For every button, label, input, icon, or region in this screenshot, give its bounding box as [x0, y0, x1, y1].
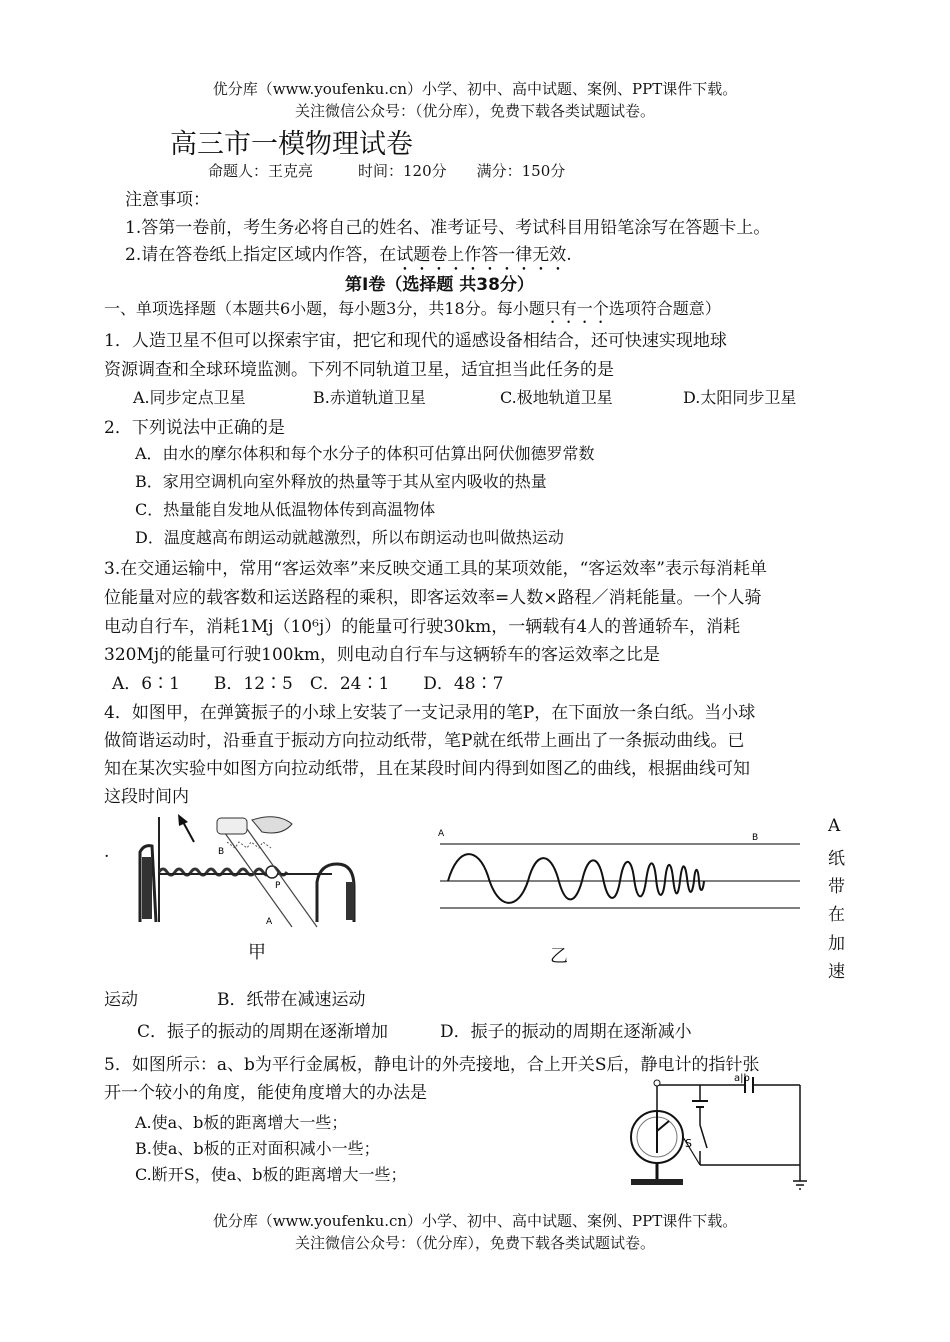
notice-2-c: .: [566, 245, 572, 265]
q1-option-c: C.极地轨道卫星: [500, 388, 613, 407]
q4-lead-dot: .: [104, 842, 110, 862]
q5-stem-1: 5．如图所示：a、b为平行金属板，静电计的外壳接地，合上开关S后，静电计的指针张: [104, 1055, 760, 1075]
q3-stem-1: 3.在交通运输中，常用“客运效率”来反映交通工具的某项效能，“客运效率”表示每消耗单: [104, 559, 767, 579]
q3-stem-4: 320Mj的能量可行驶100km，则电动自行车与这辆轿车的客运效率之比是: [104, 645, 660, 665]
q3-stem-2: 位能量对应的载客数和运送路程的乘积，即客运效率=人数×路程／消耗能量。一个人骑: [104, 588, 762, 608]
q1-stem-2: 资源调查和全球环境监测。下列不同轨道卫星，适宜担当此任务的是: [104, 360, 614, 380]
figure-electroscope-circuit: [625, 1073, 815, 1198]
q2-stem: 2．下列说法中正确的是: [104, 418, 285, 438]
part1-heading: [104, 296, 721, 327]
section-title: 第Ⅰ卷（选择题 共38分）: [345, 275, 534, 295]
q4-option-c: C．振子的振动的周期在逐渐增加: [137, 1022, 389, 1042]
fig-yi-a-label: A: [438, 829, 445, 839]
q2-option-b: B．家用空调机向室外释放的热量等于其从室内吸收的热量: [135, 472, 547, 491]
q4-stem-3: 知在某次实验中如图方向拉动纸带，且在某段时间内得到如图乙的曲线，根据曲线可知: [104, 759, 750, 779]
notice-2-emph: 试题卷上作答一律无效: [396, 245, 567, 265]
notice-1: 1.答第一卷前，考生务必将自己的姓名、准考证号、考试科目用铅笔涂写在答题卡上。: [125, 218, 771, 238]
q4-option-a-char-1: 纸: [828, 849, 845, 869]
figure-jia: [132, 812, 372, 932]
figure-yi-caption: 乙: [550, 946, 568, 967]
q2-option-d: D．温度越高布朗运动就越激烈，所以布朗运动也叫做热运动: [135, 528, 564, 547]
figure-jia-caption: 甲: [248, 942, 266, 963]
q4-option-d: D．振子的振动的周期在逐渐减小: [440, 1022, 692, 1042]
q5-option-c: C.断开S，使a、b板的距离增大一些；: [135, 1165, 407, 1184]
vibration-curve: [448, 854, 704, 903]
notice-heading: 注意事项：: [125, 190, 210, 210]
fig-yi-b-label: B: [752, 833, 759, 843]
q4-option-a-char-5: 速: [828, 962, 845, 982]
q1-option-a: A.同步定点卫星: [133, 388, 246, 407]
q1-option-b: B.赤道轨道卫星: [313, 388, 426, 407]
q2-option-c: C．热量能自发地从低温物体传到高温物体: [135, 500, 436, 519]
q4-option-a-tail: 运动: [104, 990, 138, 1010]
q2-option-a: A．由水的摩尔体积和每个水分子的体积可估算出阿伏伽德罗常数: [135, 444, 595, 463]
q1-option-d: D.太阳同步卫星: [683, 388, 797, 407]
fig-jia-b-label: B: [218, 847, 225, 857]
q4-option-a-char-2: 带: [828, 877, 845, 897]
fig-s-label: S: [685, 1137, 692, 1150]
q3-options: A．6∶1 B．12∶5 C．24∶1 D．48∶7: [112, 674, 504, 694]
figure-yi: [438, 826, 808, 918]
q4-stem-4: 这段时间内: [104, 787, 189, 807]
header-line-2: 关注微信公众号：（优分库），免费下载各类试题试卷。: [294, 102, 655, 120]
header-line-1: 优分库（www.youfenku.cn）小学、初中、高中试题、案例、PPT课件下载。: [212, 80, 738, 98]
part1-emph: 只有一个: [544, 299, 609, 318]
q4-option-a-char-3: 在: [828, 905, 845, 925]
q4-option-a-char-4: 加: [828, 934, 845, 954]
q4-option-b: B．纸带在减速运动: [217, 990, 366, 1010]
fig-jia-p-label: P: [275, 881, 281, 891]
fig-ab-label: a|b: [734, 1073, 750, 1084]
q1-stem-1: 1．人造卫星不但可以探索宇宙，把它和现代的遥感设备相结合，还可快速实现地球: [104, 331, 727, 351]
q4-stem-1: 4．如图甲，在弹簧振子的小球上安装了一支记录用的笔P，在下面放一条白纸。当小球: [104, 703, 756, 723]
footer-line-1: 优分库（www.youfenku.cn）小学、初中、高中试题、案例、PPT课件下载。: [212, 1212, 738, 1230]
part1-c: 选项符合题意）: [608, 299, 721, 318]
q5-stem-2: 开一个较小的角度，能使角度增大的办法是: [104, 1083, 427, 1103]
q5-option-b: B.使a、b板的正对面积减小一些；: [135, 1139, 380, 1158]
exam-title: 高三市一模物理试卷: [170, 129, 413, 160]
part1-a: 一、单项选择题（本题共6小题，每小题3分，共18分。每小题: [104, 299, 545, 318]
notice-2-a: 2.请在答卷纸上指定区域内作答，在: [125, 245, 397, 265]
q5-option-a: A.使a、b板的距离增大一些；: [135, 1113, 348, 1132]
fig-jia-a-label: A: [266, 917, 273, 927]
footer-line-2: 关注微信公众号：（优分库），免费下载各类试题试卷。: [294, 1234, 655, 1252]
q3-stem-3: 电动自行车，消耗1Mj（10⁶j）的能量可行驶30km，一辆载有4人的普通轿车，消耗: [104, 617, 741, 637]
exam-meta: 命题人：王克亮 时间：120分 满分：150分: [208, 162, 566, 180]
q4-stem-2: 做简谐运动时，沿垂直于振动方向拉动纸带，笔P就在纸带上画出了一条振动曲线。已: [104, 731, 745, 751]
q4-option-a-char-0: A: [828, 816, 841, 836]
